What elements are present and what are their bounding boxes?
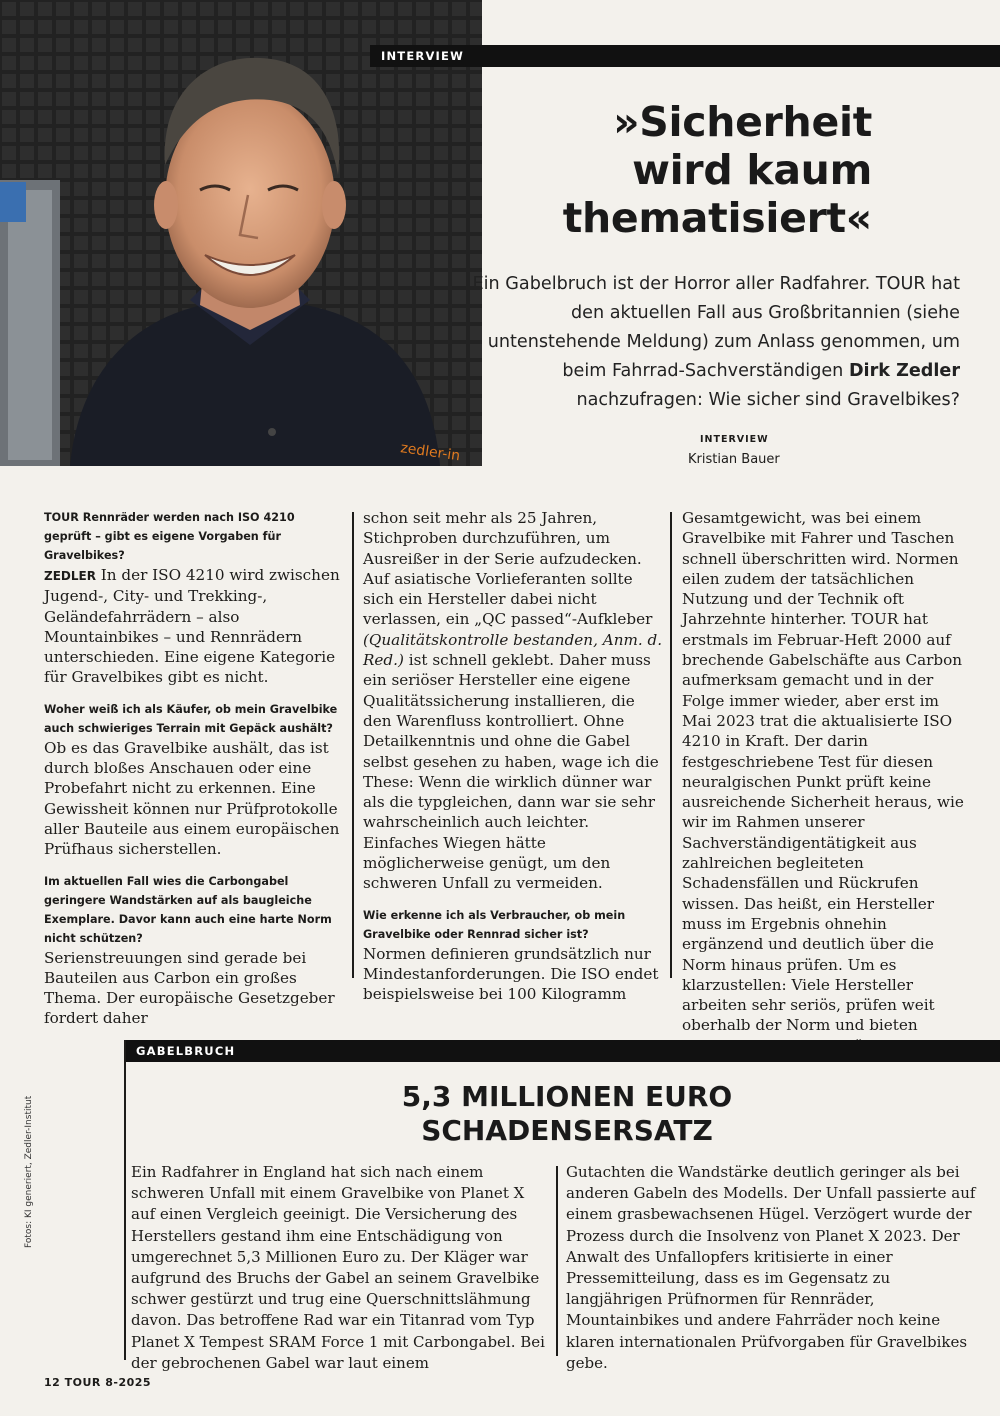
box-title-line: 5,3 MILLIONEN EURO	[401, 1080, 733, 1113]
headline-line: wird kaum	[632, 146, 872, 194]
interview-answer: Serienstreuungen sind gerade bei Bauteilen aus Carbon ein großes Thema. Der europäische Gesetzgeber fordert daher	[44, 948, 335, 1028]
svg-text:zedler-in: zedler-in	[399, 440, 462, 465]
page-footer: 12 TOUR 8-2025	[44, 1376, 152, 1389]
section-label-interview: INTERVIEW	[381, 49, 464, 63]
lead-interviewee-name: Dirk Zedler	[848, 361, 960, 381]
lead-text-end: nachzufragen: Wie sicher sind Gravelbikes?	[576, 390, 960, 410]
photo-credit-text: Fotos: KI generiert, Zedler-Institut	[24, 1095, 34, 1248]
portrait-illustration	[0, 0, 482, 466]
section-bar-interview	[370, 45, 1000, 67]
interview-question: Im aktuellen Fall wies die Carbongabel geringere Wandstärken auf als baugleiche Exemplare. Davor kann auch eine harte Norm nicht schützen?	[44, 874, 332, 945]
speaker-label: ZEDLER	[44, 569, 96, 583]
byline-author: Kristian Bauer	[688, 452, 780, 467]
article-column-3	[682, 508, 972, 1056]
interview-answer: Normen definieren grundsätzlich nur Mindestanforderungen. Die ISO endet beispielsweise bei 100 Kilogramm	[363, 944, 659, 1004]
answer-text: In der ISO 4210 wird zwischen Jugend-, City- und Trekking-, Geländefahrrädern – also Mountainbikes – und Rennrädern unterschieden. Eine eigene Kategorie für Gravelbikes gibt es nicht.	[44, 566, 340, 687]
box-title	[124, 1080, 1000, 1148]
answer-text: ist schnell geklebt. Daher muss ein seriöser Hersteller eine eigene Qualitätssicherung installieren, die den Warenfluss kontrolliert. Ohne Detailkenntnis und ohne die Gabel selbst gesehen zu haben, wage ich die These: Wenn die wirklich dünner war als die typgleichen, dann war sie sehr wahrscheinlich auch leichter. Einfaches Wiegen hätte möglicherweise genügt, um den schweren Unfall zu vermeiden.	[363, 651, 659, 893]
interview-answer	[44, 565, 340, 688]
section-label-gabelbruch: GABELBRUCH	[136, 1044, 236, 1058]
box-text: Ein Radfahrer in England hat sich nach einem schweren Unfall mit einem Gravelbike von Planet X auf einen Vergleich geeinigt. Die Versicherung des Herstellers gestand ihm eine Entschädigung von umgerechnet 5,3 Millionen Euro zu. Der Kläger war aufgrund des Bruchs der Gabel an seinem Gravelbike schwer gestürzt und trug eine Querschnittslähmung davon. Das betroffene Rad war ein Titanrad vom Typ Planet X Tempest SRAM Force 1 mit Carbongabel. Bei der gebrochenen Gabel war laut einem	[131, 1163, 545, 1372]
lead-text-start: Ein Gabelbruch ist der Horror aller Radfahrer. TOUR hat den aktuellen Fall aus Großbritannien (siehe untenstehende Meldung) zum Anlass genommen, um beim Fahrrad-Sachverständigen	[472, 274, 960, 381]
portrait-photo	[0, 0, 482, 466]
column-divider	[352, 512, 354, 978]
byline-tag: INTERVIEW	[700, 434, 769, 445]
column-divider	[556, 1166, 558, 1356]
headline-line: thematisiert«	[562, 194, 872, 242]
box-column-1	[131, 1162, 549, 1374]
column-divider	[670, 512, 672, 978]
interview-question: Woher weiß ich als Käufer, ob mein Gravelbike auch schwieriges Terrain mit Gepäck aushält?	[44, 702, 338, 735]
photo-credit	[4, 1095, 34, 1400]
interview-answer: Ob es das Gravelbike aushält, das ist durch bloßes Anschauen oder eine Probefahrt nicht zu erkennen. Eine Gewissheit können nur Prüfprotokolle aller Bauteile aus einem europäischen Prüfhaus sicherstellen.	[44, 738, 340, 859]
section-bar-gabelbruch	[124, 1040, 1000, 1062]
interview-question: TOUR Rennräder werden nach ISO 4210 geprüft – gibt es eigene Vorgaben für Gravelbikes?	[44, 511, 295, 562]
box-column-2	[566, 1162, 988, 1374]
headline	[452, 98, 872, 242]
headline-line: »Sicherheit	[613, 98, 872, 146]
lead-paragraph	[440, 270, 960, 415]
editor-note: (Qualitätskontrolle bestanden, Anm. d. Red.)	[363, 630, 663, 670]
interview-answer: Gesamtgewicht, was bei einem Gravelbike mit Fahrer und Taschen schnell überschritten wird. Normen eilen zudem der tatsächlichen Nutzung und der Technik oft Jahrzehnte hinterher. TOUR hat erstmals im Februar-Heft 2000 auf brechende Gabelschäfte aus Carbon aufmerksam gemacht und in der Folge immer wieder, aber erst im Mai 2023 trat die aktualisierte ISO 4210 in Kraft. Der darin festgeschriebene Test für diesen neuralgischen Punkt prüft keine ausreichende Sicherheit heraus, wie wir im Rahmen unserer Sachverständigentätigkeit aus zahlreichen begleiteten Schadensfällen und Rückrufen wissen. Das heißt, ein Hersteller muss im Ergebnis ohnehin ergänzend und deutlich über die Norm hinaus prüfen. Um es klarzustellen: Viele Hersteller arbeiten sehr seriös, prüfen weit oberhalb der Norm und bieten	[682, 509, 964, 1035]
article-column-1	[44, 508, 340, 1029]
answer-text: schon seit mehr als 25 Jahren, Stichproben durchzuführen, um Ausreißer in der Serie aufzudecken. Auf asiatische Vorlieferanten sollte sich ein Hersteller dabei nicht verlassen, ein „QC passed“-Aufkleber	[363, 509, 653, 629]
article-column-2	[363, 508, 663, 1005]
interview-question: Wie erkenne ich als Verbraucher, ob mein Gravelbike oder Rennrad sicher ist?	[363, 908, 626, 941]
box-title-line: SCHADENSERSATZ	[421, 1114, 713, 1147]
box-text: Gutachten die Wandstärke deutlich geringer als bei anderen Gabeln des Modells. Der Unfall passierte auf einem grasbewachsenen Hügel. Verzögert wurde der Prozess durch die Insolvenz von Planet X 2023. Der Anwalt des Unfallopfers kritisierte in einer Pressemitteilung, dass es im Gegensatz zu langjährigen Prüfnormen für Rennräder, Mountainbikes und andere Fahrräder noch keine klaren internationalen Prüfvorgaben für Gravelbikes gebe.	[566, 1163, 976, 1372]
interview-answer	[363, 508, 663, 894]
